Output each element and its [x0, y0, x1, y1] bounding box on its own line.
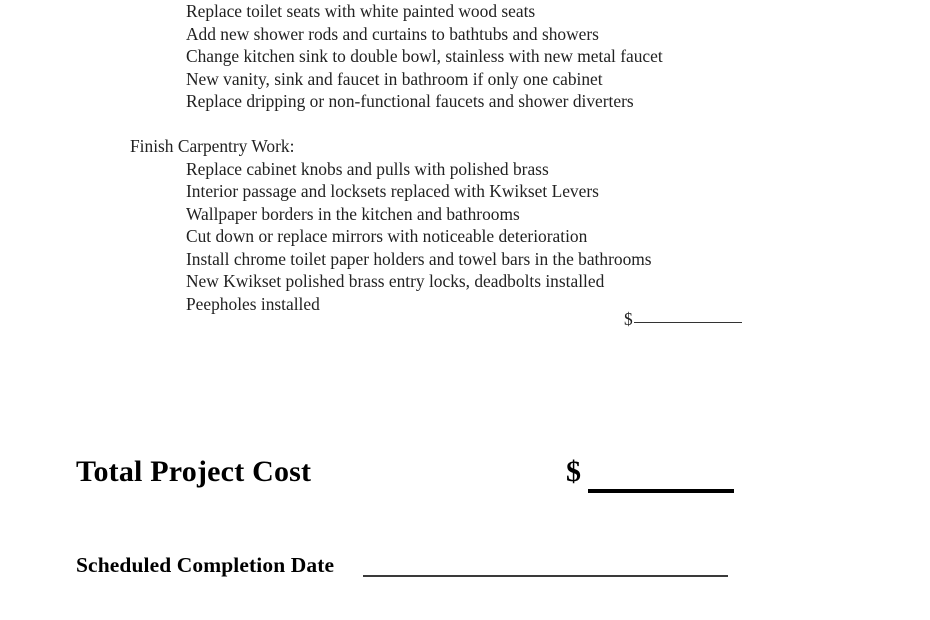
section-cost-fill-in-line[interactable] [634, 322, 742, 323]
list-item: Install chrome toilet paper holders and towel bars in the bathrooms [186, 248, 652, 269]
list-item: New vanity, sink and faucet in bathroom if only one cabinet [186, 68, 603, 89]
scheduled-completion-date-fill-in-line[interactable] [363, 575, 728, 577]
scheduled-completion-date-row [76, 551, 776, 585]
section-cost-blank-row [0, 308, 930, 332]
currency-symbol-text: $ [624, 309, 633, 329]
list-item: Change kitchen sink to double bowl, stainless with new metal faucet [186, 46, 663, 66]
section-heading-finish-carpentry: Finish Carpentry Work: [130, 136, 295, 156]
total-project-cost-label: Total Project Cost [76, 455, 312, 488]
list-item: Add new shower rods and curtains to bathtubs and showers [186, 23, 599, 44]
paragraph-spacer [0, 113, 930, 136]
list-item: Interior passage and locksets replaced with Kwikset Levers [186, 181, 599, 201]
list-item: New Kwikset polished brass entry locks, deadbolts installed [186, 271, 605, 291]
section-cost-currency-symbol [624, 308, 742, 330]
list-item: Replace toilet seats with white painted wood seats [186, 1, 536, 21]
list-item: Replace cabinet knobs and pulls with polished brass [186, 158, 549, 179]
total-project-cost-row [76, 452, 776, 496]
list-item: Peepholes installed [186, 293, 320, 314]
list-item: Replace dripping or non-functional faucets and shower diverters [186, 91, 634, 111]
total-project-cost-currency-symbol: $ [566, 455, 581, 488]
list-item: Wallpaper borders in the kitchen and bathrooms [186, 203, 520, 224]
total-project-cost-fill-in-line[interactable] [588, 489, 734, 493]
scheduled-completion-date-label: Scheduled Completion Date [76, 553, 335, 577]
list-item: Cut down or replace mirrors with noticeable deterioration [186, 226, 588, 246]
